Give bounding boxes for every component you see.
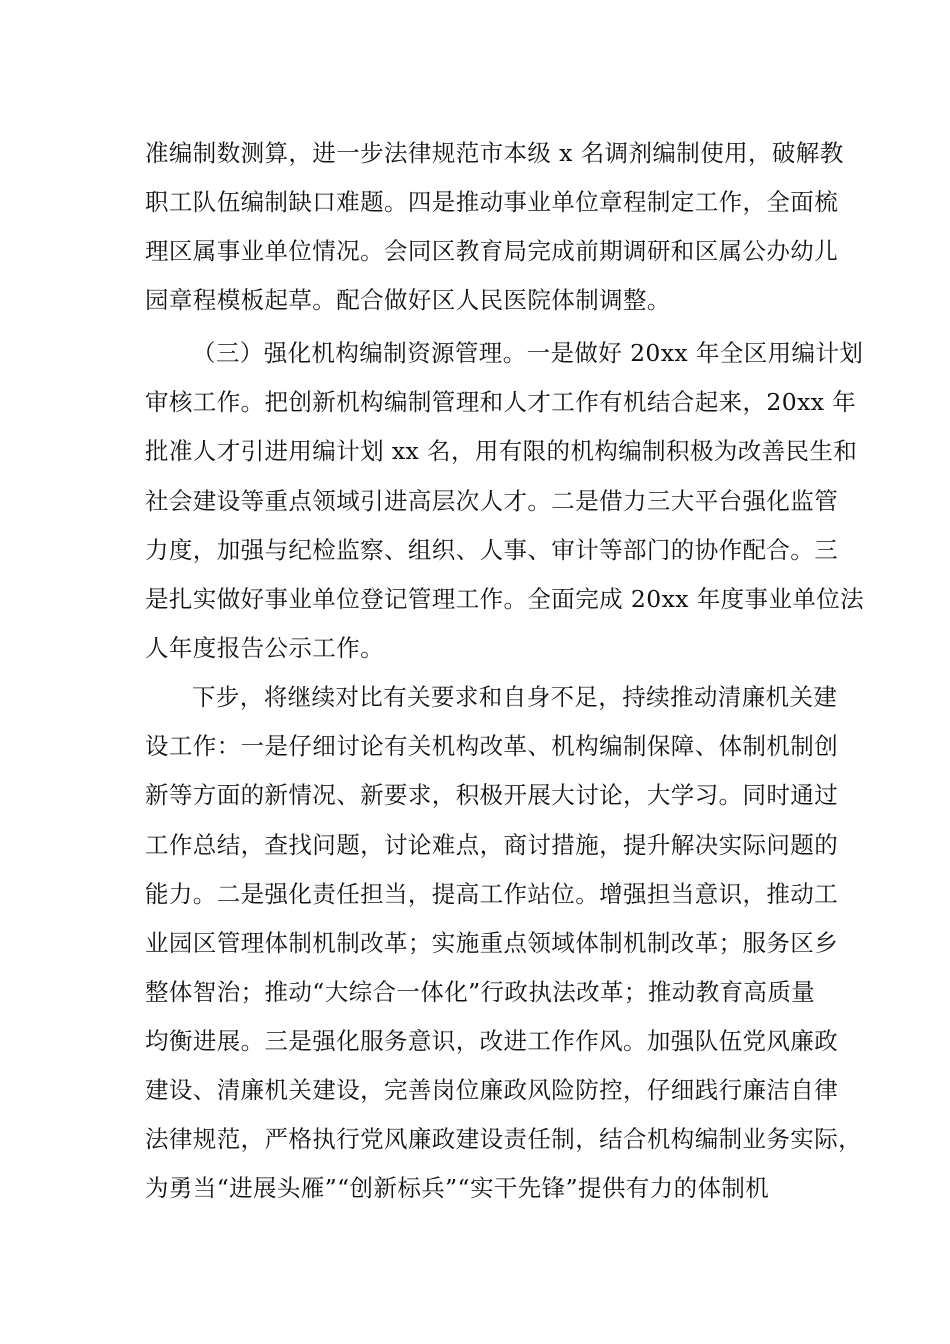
text-line: 人年度报告公示工作。 [145,634,384,662]
text-line: 设工作：一是仔细讨论有关机构改革、机构编制保障、体制机制创 [145,732,839,760]
text-line: 理区属事业单位情况。会同区教育局完成前期调研和区属公办幼儿 [145,237,839,265]
text-line: 均衡进展。三是强化服务意识，改进工作作风。加强队伍党风廉政 [145,1027,839,1055]
text-line: 是扎实做好事业单位登记管理工作。全面完成 20xx 年度事业单位法 [145,585,865,613]
text-line: 整体智治；推动“大综合一体化”行政执法改革；推动教育高质量 [145,978,816,1006]
text-line: 准编制数测算，进一步法律规范市本级 x 名调剂编制使用，破解教 [145,139,844,167]
text-line: 力度，加强与纪检监察、组织、人事、审计等部门的协作配合。三 [145,536,839,564]
text-line: 批准人才引进用编计划 xx 名，用有限的机构编制积极为改善民生和 [145,437,858,465]
text-line: 法律规范，严格执行党风廉政建设责任制，结合机构编制业务实际， [145,1125,862,1153]
text-line: 工作总结，查找问题，讨论难点，商讨措施，提升解决实际问题的 [145,831,839,859]
section-heading-line: （三）强化机构编制资源管理。一是做好 20xx 年全区用编计划 [192,339,864,367]
text-line: 能力。二是强化责任担当，提高工作站位。增强担当意识，推动工 [145,880,839,908]
text-line: 社会建设等重点领域引进高层次人才。二是借力三大平台强化监管 [145,487,839,515]
text-line: 建设、清廉机关建设，完善岗位廉政风险防控，仔细践行廉洁自律 [145,1076,839,1104]
text-line: 业园区管理体制机制改革；实施重点领域体制机制改革；服务区乡 [145,929,839,957]
text-line: 为勇当“进展头雁”“创新标兵”“实干先锋”提供有力的体制机 [145,1174,770,1202]
text-line: 职工队伍编制缺口难题。四是推动事业单位章程制定工作，全面梳 [145,188,839,216]
text-line: 审核工作。把创新机构编制管理和人才工作有机结合起来，20xx 年 [145,388,857,416]
text-line: 新等方面的新情况、新要求，积极开展大讨论，大学习。同时通过 [145,781,839,809]
paragraph-start-line: 下步，将继续对比有关要求和自身不足，持续推动清廉机关建 [192,683,838,711]
text-line: 园章程模板起草。配合做好区人民医院体制调整。 [145,286,671,314]
